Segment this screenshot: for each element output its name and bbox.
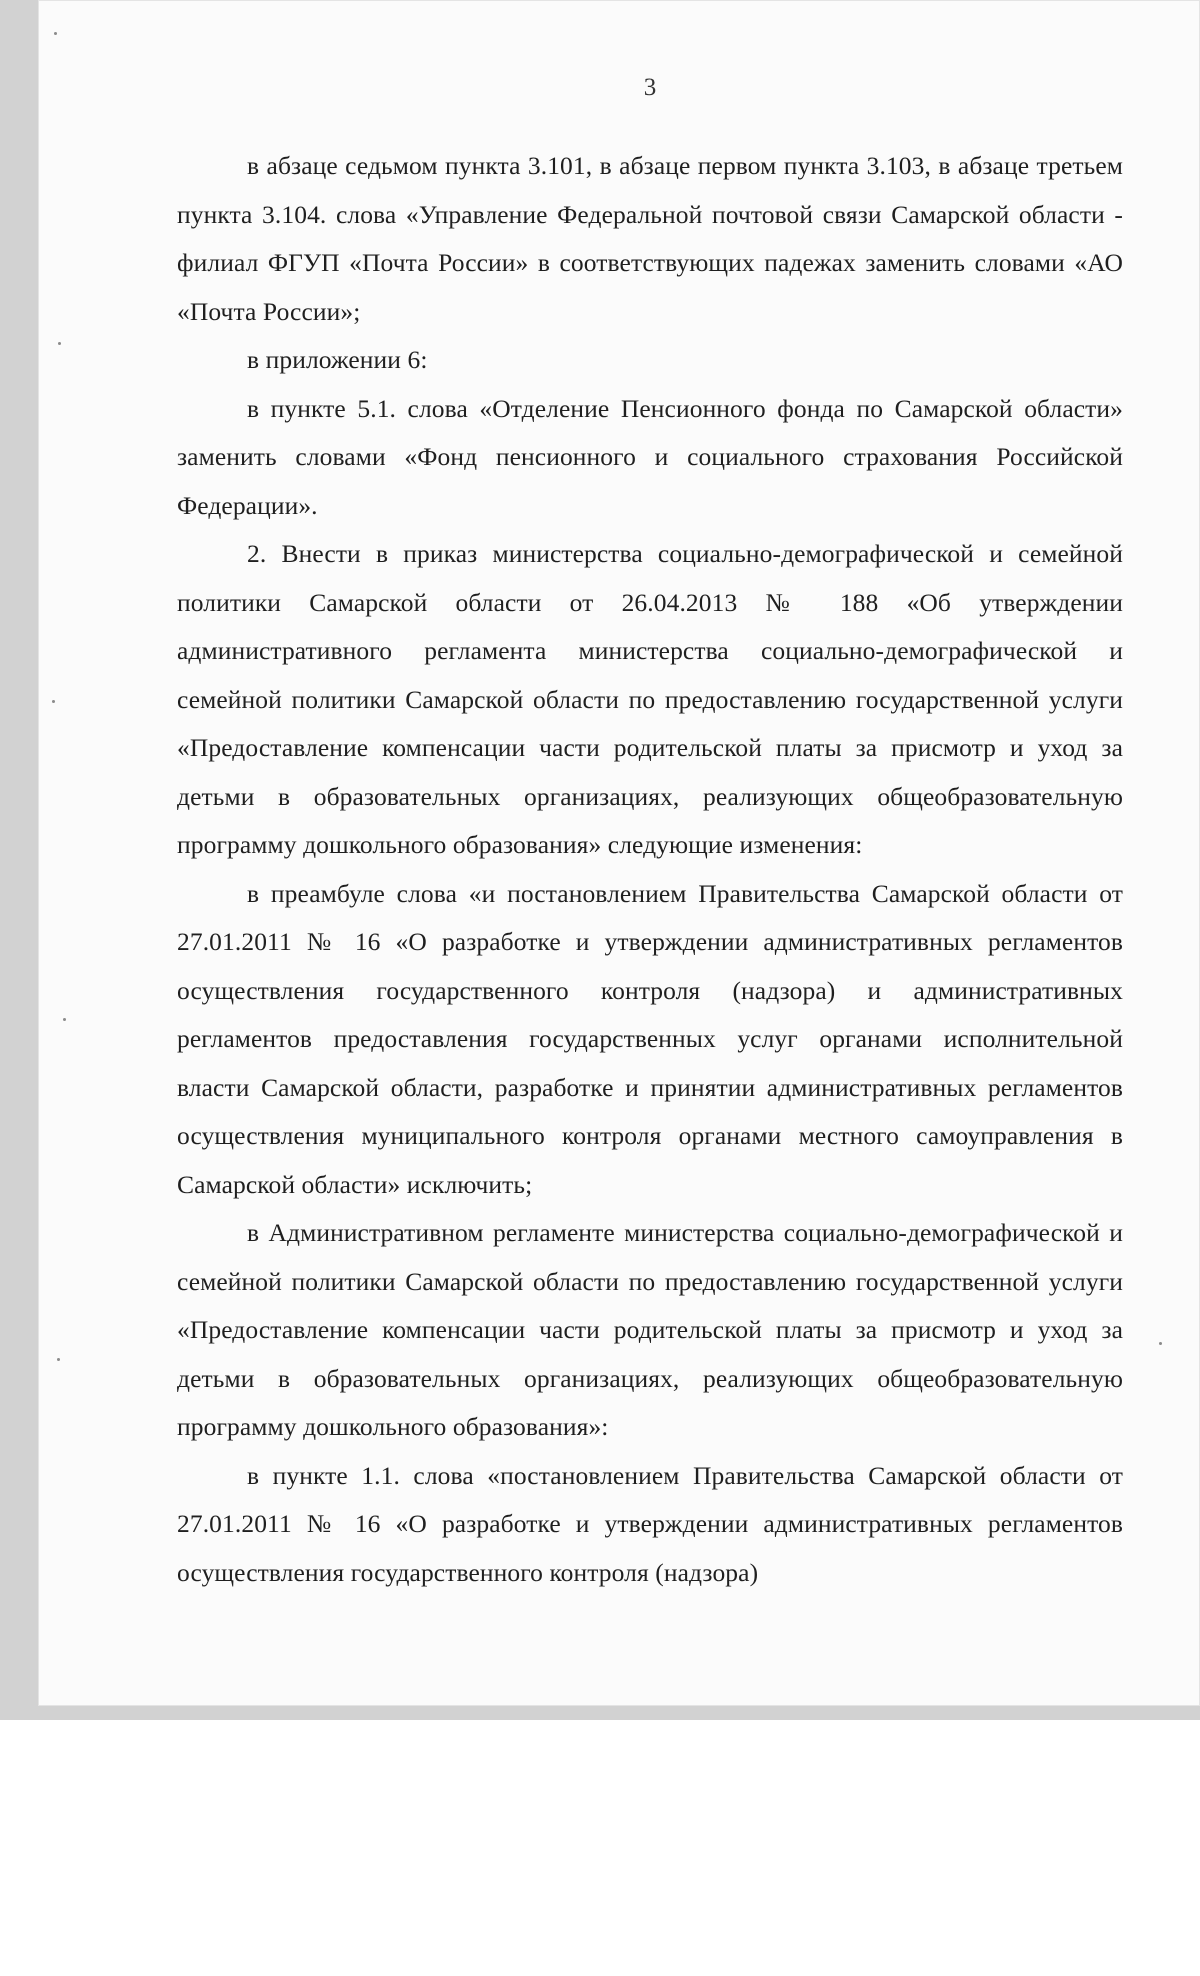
scan-speck [58, 342, 61, 345]
paragraph-administrative-regulation: в Административном регламенте министерства социально-демографической и семейной политики Самарской области по предоставлению государственной услуги «Предоставление компенсации части родительской платы за присмотр и уход за детьми в образовательных организациях, реализующих общеобразовательную программу дошкольного образования»: [177, 1218, 1123, 1441]
page-number: 3 [643, 74, 657, 101]
scan-speck [57, 1358, 60, 1361]
blank-page-area [0, 1720, 1200, 1976]
paragraph-replace-post-office: в абзаце седьмом пункта 3.101, в абзаце первом пункта 3.103, в абзаце третьем пункта 3.104. слова «Управление Федеральной почтовой связи Самарской области - филиал ФГУП «Почта России» в соответствующих падежах заменить словами «АО «Почта России»; [177, 151, 1123, 326]
document-body [177, 142, 1123, 1597]
scan-speck [52, 700, 55, 703]
paragraph-appendix-6: в приложении 6: [247, 345, 428, 374]
scan-speck [1159, 1342, 1162, 1345]
paragraph-pension-fund: в пункте 5.1. слова «Отделение Пенсионного фонда по Самарской области» заменить словами «Фонд пенсионного и социального страхования Российской Федерации». [177, 393, 1123, 520]
paragraph-item-1-1: в пункте 1.1. слова «постановлением Правительства Самарской области от 27.01.2011 № 16 «О разработке и утверждении административных регламентов осуществления государственного контроля (надзора) [177, 1460, 1123, 1587]
scan-speck [54, 32, 57, 35]
scan-speck [63, 1018, 66, 1021]
paragraph-preamble: в преамбуле слова «и постановлением Правительства Самарской области от 27.01.2011 № 16 «О разработке и утверждении административных регламентов осуществления государственного контроля (надзора) и административных регламентов предоставления государственных услуг органами исполнительной власти Самарской области, разработке и принятии административных регламентов осуществления муниципального контроля органами местного самоуправления в Самарской области» исключить; [177, 878, 1123, 1199]
paragraph-order-amendment: 2. Внести в приказ министерства социально-демографической и семейной политики Самарской области от 26.04.2013 № 188 «Об утверждении административного регламента министерства социально-демографической и семейной политики Самарской области по предоставлению государственной услуги «Предоставление компенсации части родительской платы за присмотр и уход за детьми в образовательных организациях, реализующих общеобразовательную программу дошкольного образования» следующие изменения: [177, 539, 1123, 859]
